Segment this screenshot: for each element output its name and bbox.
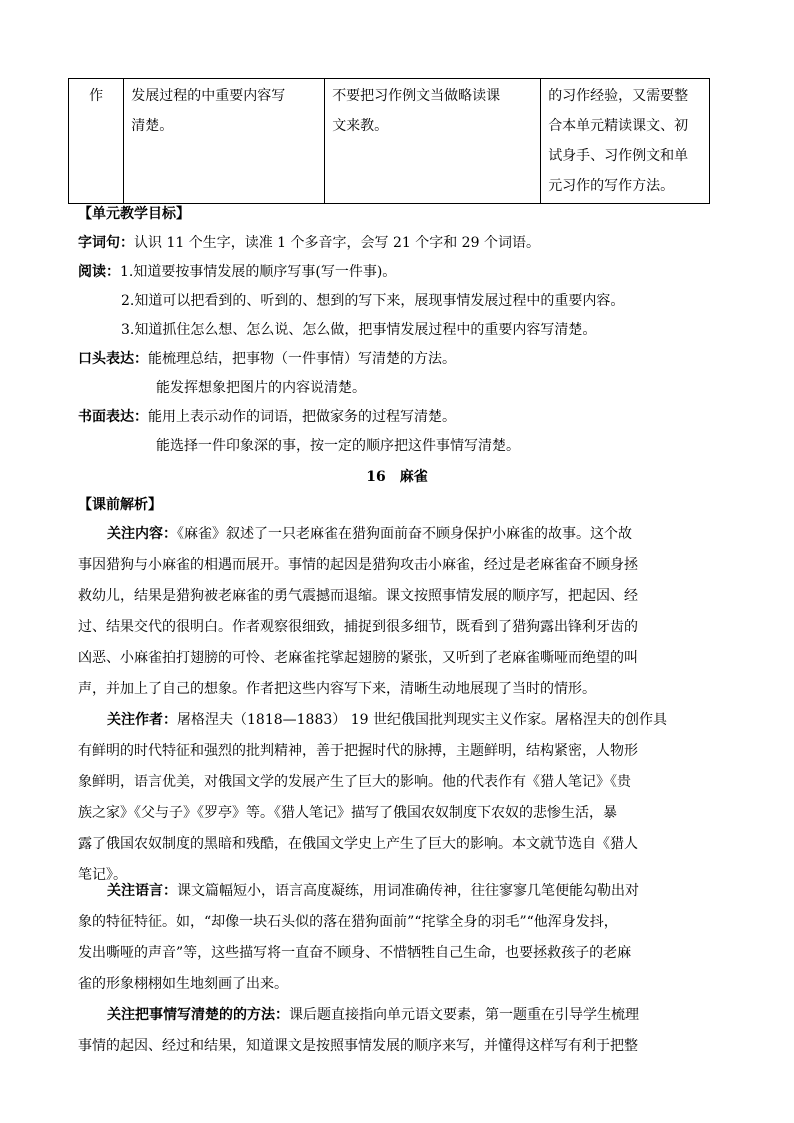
language-paragraph: 关注语言：课文篇幅短小，语言高度凝练，用词准确传神，往往寥寥几笔便能勾勒出对 象的特征特征。如，“却像一块石头似的落在猎狗面前”“挓挲全身的羽毛”“他浑身发抖， 发出嘶哑的声音”等，这些描写将一直奋不顾身、不惜牺牲自己生命，也要拯救孩子的老麻 雀的形象栩栩如生地刻画了出来。	[78, 883, 639, 992]
method-paragraph: 关注把事情写清楚的的方法：课后题直接指向单元语文要素，第一题重在引导学生梳理 事情的起因、经过和结果，知道课文是按照事情发展的顺序来写，并懂得这样写有利于把整	[78, 1007, 639, 1054]
goals-written-2: 能选择一件印象深的事，按一定的顺序把这件事情写清楚。	[156, 438, 520, 454]
goals-oral-2: 能发挥想象把图片的内容说清楚。	[156, 380, 366, 396]
table-row	[69, 79, 710, 204]
goals-reading-2: 2.知道可以把看到的、听到的、想到的写下来，展现事情发展过程中的重要内容。	[121, 293, 625, 309]
author-paragraph: 关注作者：屠格涅夫（1818—1883） 19 世纪俄国批判现实主义作家。屠格涅夫的创作具 有鲜明的时代特征和强烈的批判精神，善于把握时代的脉搏，主题鲜明，结构紧密，人物形 象鲜明，语言优美，对俄国文学的发展产生了巨大的影响。他的代表作有《猎人笔记》《贵 族之家》《父与子》《罗亭》等。《猎人笔记》描写了俄国农奴制度下农奴的悲惨生活，暴 露了俄国农奴制度的黑暗和残酷，在俄国文学史上产生了巨大的影响。本文就节选自《猎人 笔记》。	[78, 712, 667, 883]
goals-written-1: 书面表达：能用上表示动作的词语，把做家务的过程写清楚。	[78, 409, 456, 425]
analysis-heading: 【课前解析】	[78, 497, 162, 513]
table-cell: 的习作经验，又需要整 合本单元精读课文、初 试身手、习作例文和单 元习作的写作方法。	[541, 79, 710, 204]
goals-reading-3: 3.知道抓住怎么想、怎么说、怎么做，把事情发展过程中的重要内容写清楚。	[121, 322, 597, 338]
goals-words: 字词句：认识 11 个生字，读准 1 个多音字，会写 21 个字和 29 个词语。	[78, 235, 540, 251]
content-paragraph: 关注内容：《麻雀》叙述了一只老麻雀在猎狗面前奋不顾身保护小麻雀的故事。这个故 事因猎狗与小麻雀的相遇而展开。事情的起因是猎狗攻击小麻雀，经过是老麻雀奋不顾身拯 救幼儿，结果是猎狗被老麻雀的勇气震撼而退缩。课文按照事情发展的顺序写，把起因、经 过、结果交代的很明白。作者观察很细致，捕捉到很多细节，既看到了猎狗露出锋利牙齿的 凶恶、小麻雀拍打翅膀的可怜、老麻雀挓挲起翅膀的紧张，又听到了老麻雀嘶哑而绝望的叫 声，并加上了自己的想象。作者把这些内容写下来，清晰生动地展现了当时的情形。	[78, 526, 638, 697]
table-cell-label: 作	[69, 79, 124, 204]
goals-oral-1: 口头表达：能梳理总结，把事物（一件事情）写清楚的方法。	[78, 351, 456, 367]
goals-heading: 【单元教学目标】	[78, 206, 190, 222]
goals-reading-1: 阅读：1.知道要按事情发展的顺序写事(写一件事)。	[78, 264, 397, 280]
lesson-table	[68, 78, 710, 204]
table-cell: 发展过程的中重要内容写 清楚。	[124, 79, 325, 204]
table-cell: 不要把习作例文当做略读课 文来教。	[325, 79, 541, 204]
lesson-title: 16 麻雀	[366, 469, 428, 485]
